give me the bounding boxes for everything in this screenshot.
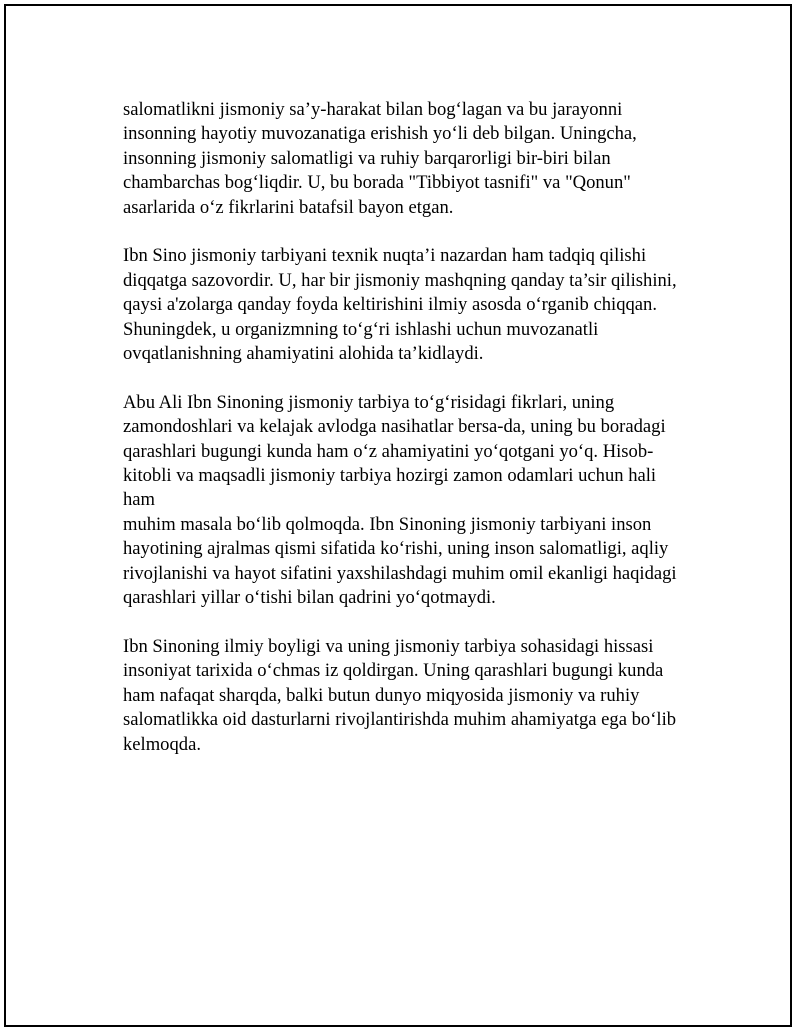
page-frame <box>4 4 792 1027</box>
document-body <box>123 98 683 781</box>
paragraph-3: Abu Ali Ibn Sinoning jismoniy tarbiya to‘g‘risidagi fikrlari, uning zamondoshlari va kelajak avlodga nasihatlar bersa-da, uning bu boradagi qarashlari bugungi kunda ham o‘z ahamiyatini yo‘qotgani yo‘q. Hisob- kitobli va maqsadli jismoniy tarbiya hozirgi zamon odamlari uchun hali ham muhim masala bo‘lib qolmoqda. Ibn Sinoning jismoniy tarbiyani inson hayotining ajralmas qismi sifatida ko‘rishi, uning inson salomatligi, aqliy rivojlanishi va hayot sifatini yaxshilashdagi muhim omil ekanligi haqidagi qarashlari yillar o‘tishi bilan qadrini yo‘qotmaydi. <box>123 391 677 609</box>
paragraph-4: Ibn Sinoning ilmiy boyligi va uning jismoniy tarbiya sohasidagi hissasi insoniyat tarixida o‘chmas iz qoldirgan. Uning qarashlari bugungi kunda ham nafaqat sharqda, balki butun dunyo miqyosida jismoniy va ruhiy salomatlikka oid dasturlarni rivojlantirishda muhim ahamiyatga ega bo‘lib kelmoqda. <box>123 635 677 755</box>
paragraph-2: Ibn Sino jismoniy tarbiyani texnik nuqta’i nazardan ham tadqiq qilishi diqqatga sazovordir. U, har bir jismoniy mashqning qanday ta’sir qilishini, qaysi a'zolarga qanday foyda keltirishini ilmiy asosda o‘rganib chiqqan. Shuningdek, u organizmning to‘g‘ri ishlashi uchun muvozanatli ovqatlanishning ahamiyatini alohida ta’kidlaydi. <box>123 245 677 365</box>
paragraph-1: salomatlikni jismoniy sa’y-harakat bilan bog‘lagan va bu jarayonni insonning hayotiy muvozanatiga erishish yo‘li deb bilgan. Uningcha, insonning jismoniy salomatligi va ruhiy barqarorligi bir-biri bilan chambarchas bog‘liqdir. U, bu borada "Tibbiyot tasnifi" va "Qonun" asarlarida o‘z fikrlarini batafsil bayon etgan. <box>123 99 637 218</box>
